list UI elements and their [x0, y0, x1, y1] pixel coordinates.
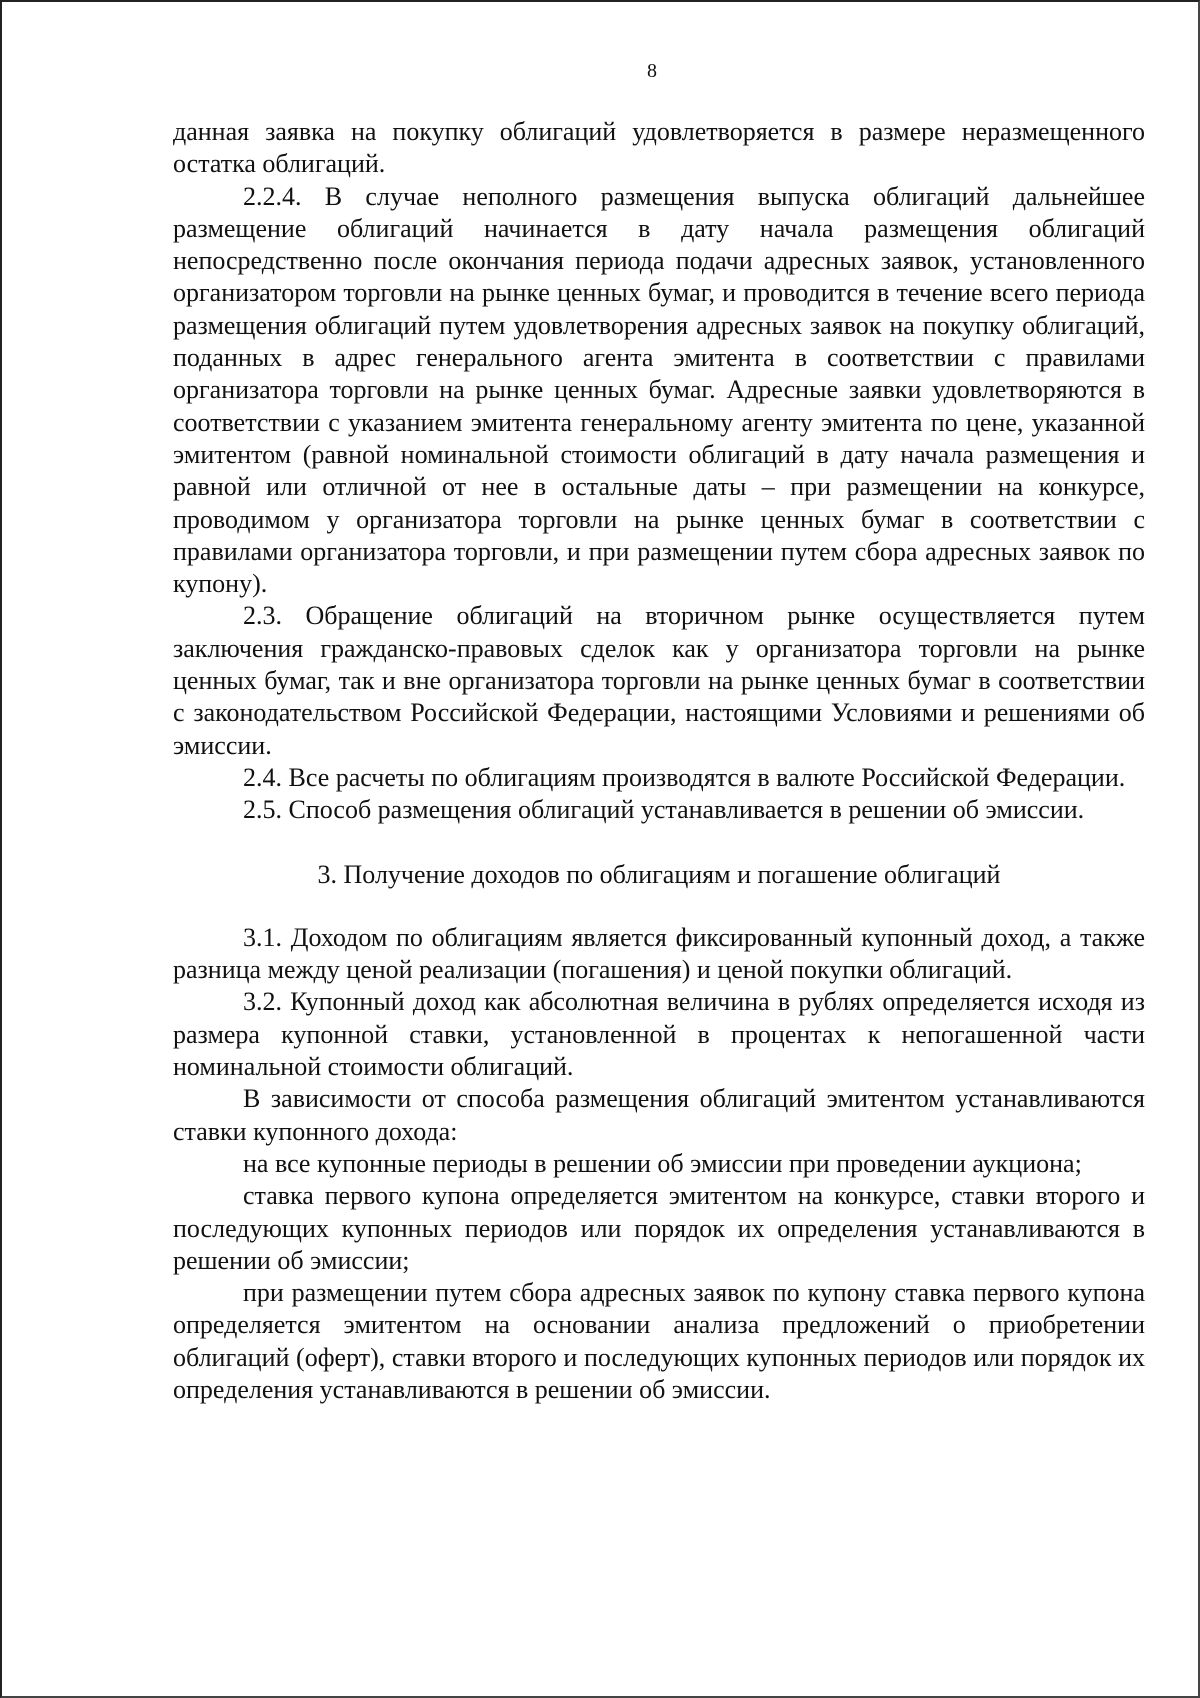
paragraph-coupon-auction: на все купонные периоды в решении об эмиссии при проведении аукциона;: [243, 1148, 1082, 1178]
paragraph-2-3: 2.3. Обращение облигаций на вторичном рынке осуществляется путем заключения гражданско-правовых сделок как у организатора торговли на рынке ценных бумаг, так и вне организатора торговли на рынке ценных бумаг в соответствии с законодательством Российской Федерации, настоящими Условиями и решениями об эмиссии.: [173, 601, 1145, 760]
section-heading-3: 3. Получение доходов по облигациям и погашение облигаций: [317, 859, 1001, 889]
paragraph-3-2: 3.2. Купонный доход как абсолютная величина в рублях определяется исходя из размера купонной ставки, установленной в процентах к непогашенной части номинальной стоимости облигаций.: [173, 987, 1145, 1082]
paragraph-3-1: 3.1. Доходом по облигациям является фиксированный купонный доход, а также разница между ценой реализации (погашения) и ценой покупки облигаций.: [173, 922, 1145, 985]
paragraph-coupon-contest: ставка первого купона определяется эмитентом на конкурсе, ставки второго и последующих купонных периодов или порядок их определения устанавливаются в решении об эмиссии;: [173, 1181, 1145, 1275]
document-body: [173, 116, 1145, 1406]
paragraph-2-4: 2.4. Все расчеты по облигациям производятся в валюте Российской Федерации.: [243, 762, 1126, 792]
paragraph-coupon-intro: В зависимости от способа размещения облигаций эмитентом устанавливаются ставки купонного дохода:: [173, 1084, 1145, 1146]
paragraph-2-2-4: 2.2.4. В случае неполного размещения выпуска облигаций дальнейшее размещение облигаций начинается в дату начала размещения облигаций непосредственно после окончания периода подачи адресных заявок, установленного организатором торговли на рынке ценных бумаг, и проводится в течение всего периода размещения облигаций путем удовлетворения адресных заявок на покупку облигаций, поданных в адрес генерального агента эмитента в соответствии с правилами организатора торговли на рынке ценных бумаг. Адресные заявки удовлетворяются в соответствии с указанием эмитента генеральному агенту эмитента по цене, указанной эмитентом (равной номинальной стоимости облигаций в дату начала размещения и равной или отличной от нее в остальные даты – при размещении на конкурсе, проводимом у организатора торговли на рынке ценных бумаг в соответствии с правилами организатора торговли, и при размещении путем сбора адресных заявок по купону).: [173, 181, 1145, 599]
page-number: 8: [647, 60, 657, 82]
paragraph-2-5: 2.5. Способ размещения облигаций устанавливается в решении об эмиссии.: [243, 795, 1085, 825]
paragraph-coupon-bookbuilding: при размещении путем сбора адресных заявок по купону ставка первого купона определяется эмитентом на основании анализа предложений о приобретении облигаций (оферт), ставки второго и последующих купонных периодов или порядок их определения устанавливаются в решении об эмиссии.: [173, 1278, 1145, 1404]
paragraph-continuation: данная заявка на покупку облигаций удовлетворяется в размере неразмещенного остатка облигаций.: [173, 117, 1145, 179]
